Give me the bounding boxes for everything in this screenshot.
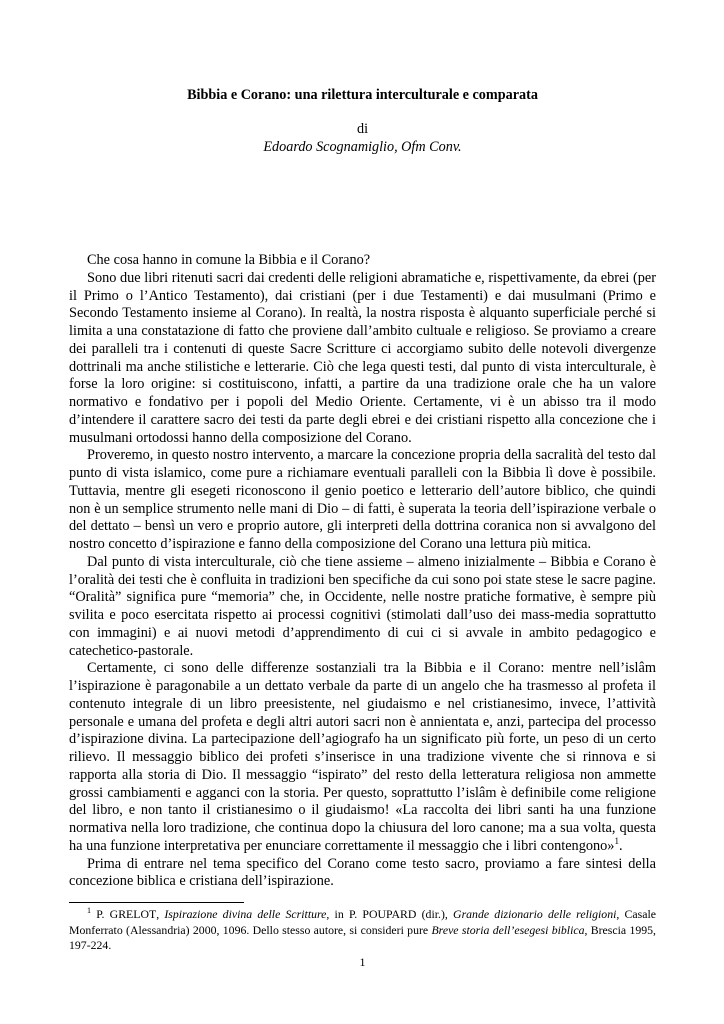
footnote-publication-text: , Casale Monferrato (Alessandria) 2000, 1096. Dello stesso autore, si consideri pure [69,907,657,937]
page-number: 1 [359,955,366,969]
author-name: Edoardo Scognamiglio, Ofm Conv. [263,139,462,155]
body-text [69,252,656,891]
footnote-dir-text: (dir.), [416,907,454,921]
paragraph-5-end: . [618,837,623,854]
footnote-in-text: , in P. P [326,907,369,921]
byline [69,120,656,156]
paragraph-5-text: Certamente, ci sono delle differenze sostanziali tra la Bibbia e il Corano: mentre nell’islâm l’ispirazione è paragonabile a un dettato verbale da parte di un angelo che ha trasmesso al profeta il contenuto integrale di un libro preesistente, nel giudaismo e nel cristianesimo, invece, l’attività personale e umana del profeta e degli altri autori sacri non è annientata e, anzi, partecipa del processo d’ispirazione divina. La partecipazione dell’agiografo ha un significato più forte, un peso di un certo rilievo. Il messaggio biblico dei profeti s’inserisce in una tradizione vivente che si rinnova e si rapporta alla storia di Dio. Il messaggio “ispirato” del resto della letteratura religiosa non ammette grossi cambiamenti e agganci con la storia. Per questo, soprattutto l’islâm è definibile come religione del libro, e non tanto il cristianesimo o il giudaismo! «La raccolta dei libri santi ha una funzione normativa nella loro tradizione, che continua dopo la chiusura del loro canone; ma a sua volta, questa ha una funzione interpretativa per enunciare correttamente il messaggio che i libri contengono» [69,660,656,854]
footnote-work-title: Ispirazione divina delle Scritture [164,907,327,921]
footnote-publication-end: , Brescia 1995, 197-224. [69,922,656,952]
footnote-1 [69,907,656,954]
footnotes [69,907,656,954]
footnote-ref-1[interactable]: 1 [614,835,619,846]
paragraph-4: Dal punto di vista interculturale, ciò che tiene assieme – almeno inizialmente – Bibbia e Corano è l’oralità dei testi che è confluita in tradizioni ben specifiche da cui sono poi state stese le sacre pagine. “Oralità” significa pure “memoria” che, in Occidente, nelle nostre pratiche formative, è sempre più svilita e poco esercitata rispetto ai processi cognitivi (stimolati dall’uso dei mass-media soprattutto con immagini) e ai nuovi metodi d’apprendimento di cui ci si avvale in ambito pedagogico e catechetico-pastorale. [69,553,656,659]
footnote-number: 1 [87,906,91,916]
footnote-author-initial: P. G [96,907,119,921]
footnote-author-surname: RELOT [118,907,157,921]
footnote-separator [69,902,244,903]
document-page [69,0,656,1024]
footnote-editor-surname: OUPARD [368,907,417,921]
paragraph-3: Proveremo, in questo nostro intervento, a marcare la concezione propria della sacralità del testo dal punto di vista islamico, come pure a richiamare eventuali paralleli con la Bibbia lì dove è possibile. Tuttavia, mentre gli esegeti riconoscono il genio poetico e letterario dell’autore biblico, che quindi non è un semplice strumento nelle mani di Dio – di fatti, è superata la teoria dell’ispirazione verbale o del dettato – bensì un vero e proprio autore, gli interpreti della dottrina coranica non si avvalgono del nostro concetto d’ispirazione e fanno della composizione del Corano una lettura più mitica. [69,447,656,552]
footnote-dictionary-title: Grande dizionario delle religioni [453,907,617,921]
document-title: Bibbia e Corano: una rilettura interculturale e comparata [187,87,538,103]
paragraph-2: Sono due libri ritenuti sacri dai credenti delle religioni abramatiche e, rispettivamente, da ebrei (per il Primo o l’Antico Testamento), dai cristiani (per i due Testamenti) e dai musulmani (Primo e Secondo Testamento insieme al Corano). In realtà, la nostra risposta è alquanto superficiale perché si limita a una constatazione di fatto che proviene dall’ambito cultuale e religioso. Se proviamo a creare dei paralleli tra i contenuti di queste Sacre Scritture ci accorgiamo subito delle notevoli divergenze dottrinali ma anche stilistiche e letterarie. Ciò che lega questi testi, dal punto di vista interculturale, è forse la loro origine: si costituiscono, infatti, a partire da una tradizione orale che ha un valore normativo e fondativo per i popoli del Medio Oriente. Certamente, vi è un abisso tra il modo d’intendere il carattere sacro dei testi da parte degli ebrei e dei cristiani rispetto alla concezione che i musulmani ortodossi hanno della composizione del Corano. [69,269,656,446]
paragraph-6: Prima di entrare nel tema specifico del Corano come testo sacro, proviamo a fare sintesi della concezione biblica e cristiana dell’ispirazione. [69,855,656,890]
paragraph-1: Che cosa hanno in comune la Bibbia e il Corano? [87,252,371,268]
footnote-separator-text: , [156,907,165,921]
footnote-related-title: Breve storia dell’esegesi biblica [431,922,585,937]
paragraph-5 [69,660,656,855]
byline-di: di [356,121,369,137]
